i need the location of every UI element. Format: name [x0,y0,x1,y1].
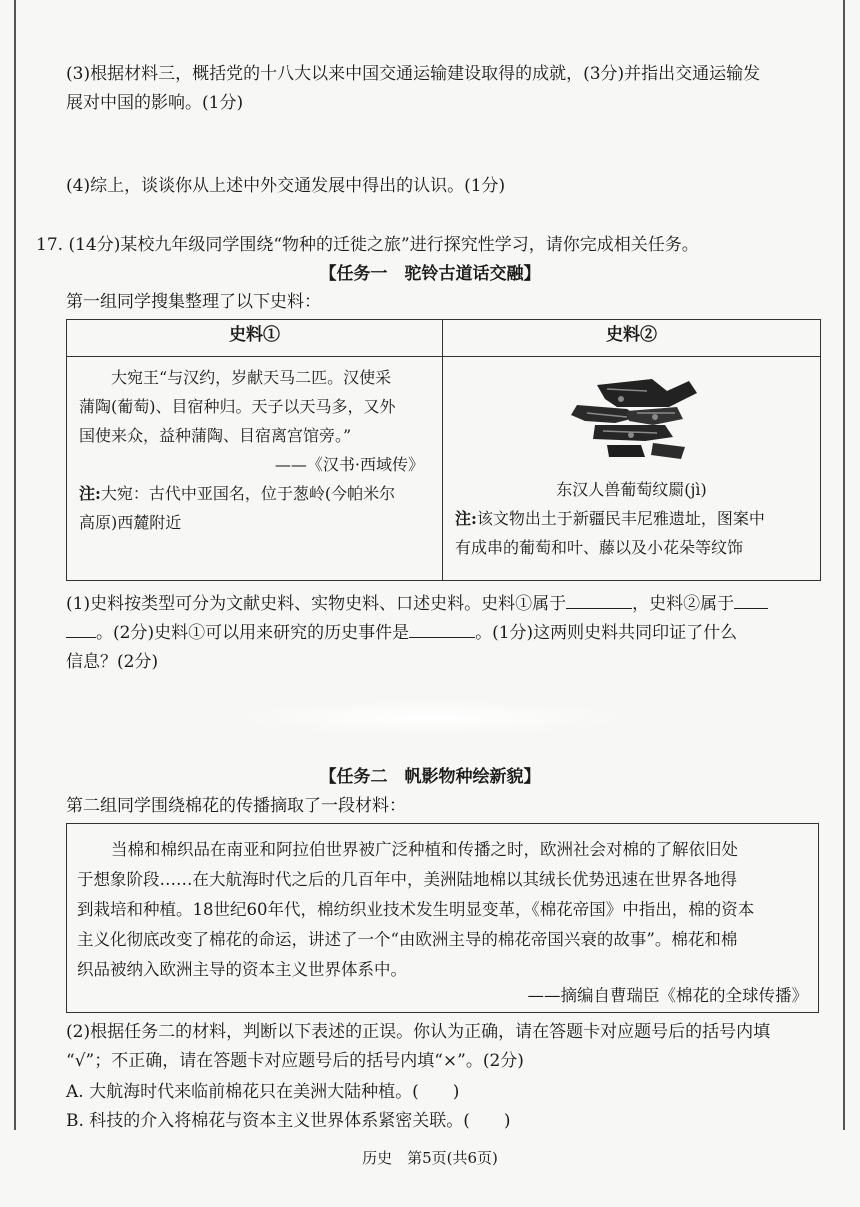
source-table [66,319,821,581]
image-caption: 东汉人兽葡萄纹罽(jì) [556,480,707,499]
q17-stem: 17. (14分)某校九年级同学围绕“物种的迁徙之旅”进行探究性学习，请你完成相关任务。 [36,235,699,255]
material-line: 织品被纳入欧洲主导的资本主义世界体系中。 [77,960,407,979]
answer-blank [66,619,96,638]
col1-cell [67,357,443,581]
col2-note-cont: 有成串的葡萄和叶、藤以及小花朵等纹饰 [455,538,744,557]
col2-note [455,504,812,533]
col2-cell [443,357,821,581]
option-a: A. 大航海时代来临前棉花只在美洲大陆种植。( ) [66,1082,460,1102]
note-label: 注: [455,509,477,528]
q17-1-text: 。(1分)这两则史料共同印证了什么 [475,623,738,643]
q16-3-line1: (3)根据材料三，概括党的十八大以来中国交通运输建设取得的成就，(3分)并指出交通运输发 [66,64,761,84]
task1-title: 【任务一 驼铃古道话交融】 [319,264,541,284]
q16-4: (4)综上，谈谈你从上述中外交通发展中得出的认识。(1分) [66,176,506,196]
material-line: 当棉和棉织品在南亚和阿拉伯世界被广泛种植和传播之时，欧洲社会对棉的了解依旧处 [111,840,738,859]
note-label: 注: [79,484,101,503]
q16-3-line2: 展对中国的影响。(1分) [66,93,244,113]
q17-1-text: (1)史料按类型可分为文献史料、实物史料、口述史料。史料①属于 [66,594,567,614]
q17-1-text: 。(2分)史料①可以用来研究的历史事件是 [96,623,410,643]
material-source: ——摘编自曹瑞臣《棉花的全球传播》 [527,986,808,1005]
left-margin-line [14,0,16,1130]
task1-intro: 第一组同学搜集整理了以下史料： [66,292,321,312]
answer-blank [566,590,632,609]
col1-note-cont: 高原)西麓附近 [79,513,182,532]
material-line: 于想象阶段……在大航海时代之后的几百年中，美洲陆地棉以其绒长优势迅速在世界各地得 [77,870,737,889]
task2-intro: 第二组同学围绕棉花的传播摘取了一段材料： [66,796,406,816]
q17-2-line1: (2)根据任务二的材料，判断以下表述的正误。你认为正确，请在答题卡对应题号后的括号内填 [66,1022,771,1042]
material-box [66,823,819,1013]
note-text: 该文物出土于新疆民丰尼雅遗址，图案中 [476,509,765,528]
col1-note [79,479,434,508]
col1-line: 蒲陶(葡萄)、目宿种归。天子以天马多，又外 [79,397,396,416]
page-footer: 历史 第5页(共6页) [362,1149,498,1167]
q17-1-text: ，史料②属于 [632,594,735,614]
col1-line: 国使来众，益种蒲陶、目宿离宫馆旁。” [79,426,352,445]
q17-1-line2 [66,619,737,647]
q17-1-line3: 信息？(2分) [66,652,159,672]
q17-1-line1 [66,590,768,618]
note-text: 大宛：古代中亚国名，位于葱岭(今帕米尔 [100,484,396,503]
right-margin-line [843,0,845,1130]
grape-textile-image [557,377,707,469]
answer-blank [409,619,475,638]
scan-smudge [235,700,625,736]
material-line: 到栽培和种植。18世纪60年代，棉纺织业技术发生明显变革，《棉花帝国》中指出，棉的资本 [77,900,755,919]
q17-2-line2: “√”；不正确，请在答题卡对应题号后的括号内填“×”。(2分) [66,1051,524,1071]
col1-source: ——《汉书·西域传》 [274,455,424,474]
answer-blank [734,590,768,609]
col1-line: 大宛王“与汉约，岁献天马二匹。汉使采 [111,368,392,387]
option-b: B. 科技的介入将棉花与资本主义世界体系紧密关联。( ) [66,1111,511,1131]
material-line: 主义化彻底改变了棉花的命运，讲述了一个“由欧洲主导的棉花帝国兴衰的故事”。棉花和棉 [77,930,738,949]
col1-header: 史料① [67,320,443,357]
col2-header: 史料② [443,320,821,357]
task2-title: 【任务二 帆影物种绘新貌】 [319,767,541,787]
